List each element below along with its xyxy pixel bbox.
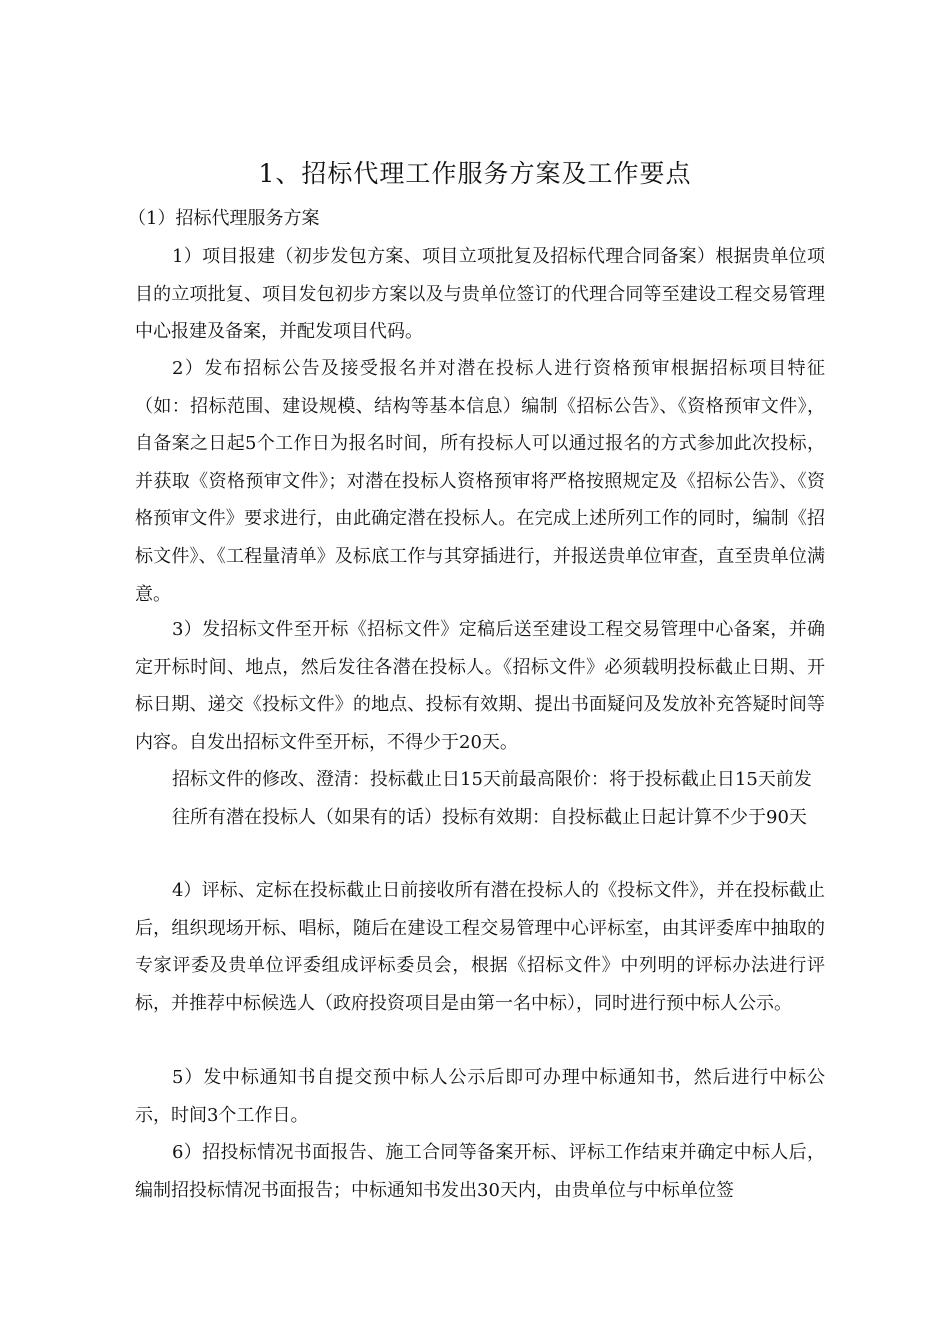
paragraph-evaluation-award: 4）评标、定标在投标截止日前接收所有潜在投标人的《投标文件》，并在投标截止后，组织现场开标、唱标，随后在建设工程交易管理中心评标室，由其评委库中抽取的专家评委及贵单位评委组成评标委员会，根据《招标文件》中列明的评标办法进行评标，并推荐中标候选人（政府投资项目是由第一名中标），同时进行预中标人公示。	[135, 880, 825, 1014]
paragraph-award-notice: 5）发中标通知书自提交预中标人公示后即可办理中标通知书，然后进行中标公示，时间3个工作日。	[135, 1067, 825, 1126]
section-heading: （1）招标代理服务方案	[128, 208, 320, 229]
paragraph-project-registration: 1）项目报建（初步发包方案、项目立项批复及招标代理合同备案）根据贵单位项目的立项批复、项目发包初步方案以及与贵单位签订的代理合同等至建设工程交易管理中心报建及备案，并配发项目代码。	[135, 246, 825, 343]
paragraph-tender-announcement: 2）发布招标公告及接受报名并对潜在投标人进行资格预审根据招标项目特征（如：招标范围、建设规模、结构等基本信息）编制《招标公告》、《资格预审文件》，自备案之日起5个工作日为报名时间，所有投标人可以通过报名的方式参加此次投标，并获取《资格预审文件》；对潜在投标人资格预审将严格按照规定及《招标公告》、《资格预审文件》要求进行，由此确定潜在投标人。在完成上述所列工作的同时，编制《招标文件》、《工程量清单》及标底工作与其穿插进行，并报送贵单位审查，直至贵单位满意。	[135, 358, 825, 605]
document-title: 1、招标代理工作服务方案及工作要点	[258, 159, 692, 188]
tender-modification-note: 招标文件的修改、澄清：投标截止日15天前最高限价：将于投标截止日15天前发往所有潜在投标人（如果有的话）投标有效期：自投标截止日起计算不少于90天	[172, 769, 812, 828]
paragraph-tender-report: 6）招投标情况书面报告、施工合同等备案开标、评标工作结束并确定中标人后，编制招投标情况书面报告；中标通知书发出30天内，由贵单位与中标单位签	[135, 1142, 825, 1201]
paragraph-issue-tender-documents: 3）发招标文件至开标《招标文件》定稿后送至建设工程交易管理中心备案，并确定开标时间、地点，然后发往各潜在投标人。《招标文件》必须载明投标截止日期、开标日期、递交《投标文件》的地点、投标有效期、提出书面疑问及发放补充答疑时间等内容。自发出招标文件至开标，不得少于20天。	[135, 619, 825, 753]
